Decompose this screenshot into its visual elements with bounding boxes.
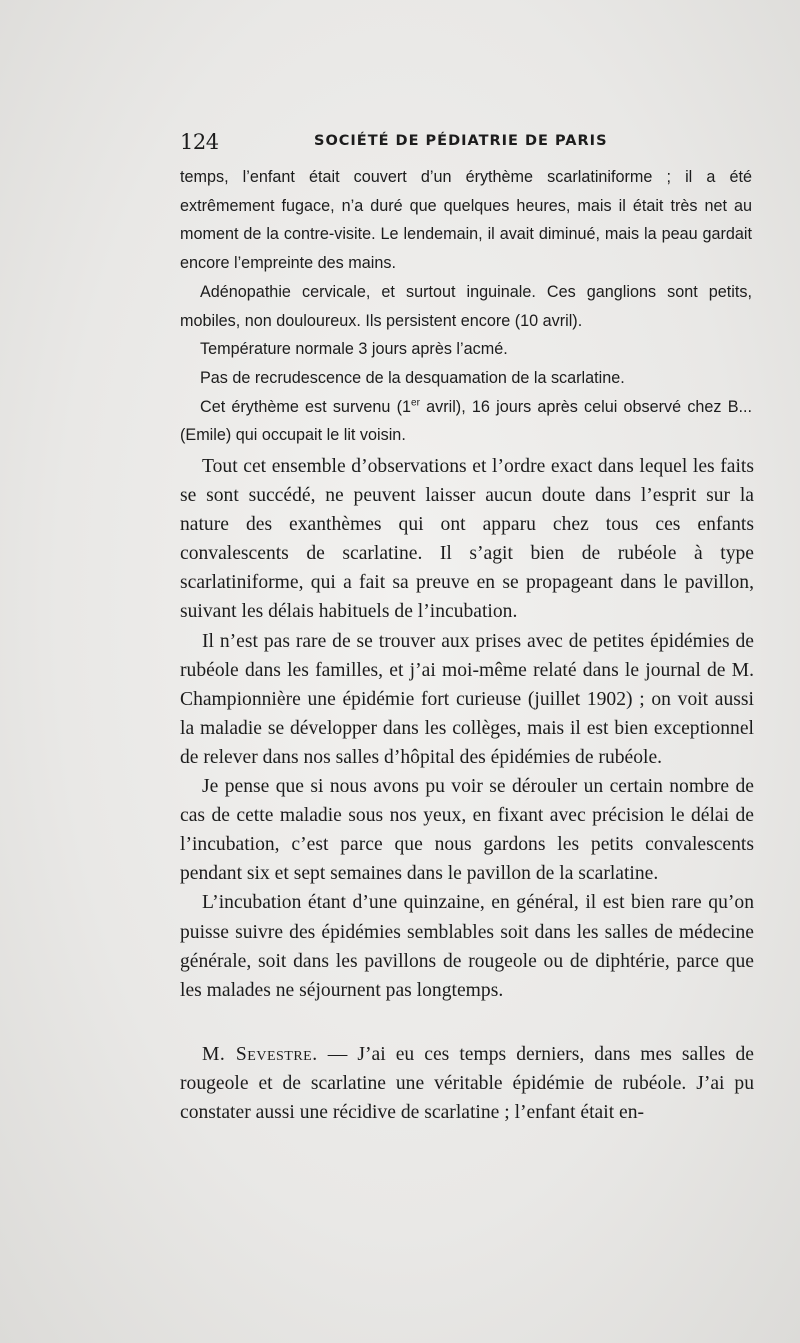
observation-paragraph: temps, l’enfant était couvert d’un érythème scarlatiniforme ; il a été extrêmement fugace, n’a duré que quelques heures, mais il était très net au moment de la contre-visite. Le lendemain, il avait diminué, mais la peau gardait encore l’empreinte des mains. xyxy=(180,168,752,273)
reply-body: — J’ai eu ces temps derniers, dans mes salles de rougeole et de scarlatine une véritable épidémie de rubéole. J’ai pu constater aussi une récidive de scarlatine ; l’enfant était en- xyxy=(180,1044,754,1124)
observation-text xyxy=(180,163,752,450)
reply-paragraph xyxy=(180,1040,754,1127)
page-number: 124 xyxy=(180,130,219,154)
page-header xyxy=(180,130,760,158)
observation-paragraph: Température normale 3 jours après l’acmé. xyxy=(200,340,508,359)
running-title: SOCIÉTÉ DE PÉDIATRIE DE PARIS xyxy=(314,133,608,149)
discussion-paragraph: Je pense que si nous avons pu voir se dérouler un certain nombre de cas de cette maladie sous nos yeux, en fixant avec précision le délai de l’incubation, c’est parce que nous gardons les petits convalescents pendant six et sept semaines dans le pavillon de la scarlatine. xyxy=(180,776,754,885)
observation-text-run: Cet érythème est survenu (1 xyxy=(200,397,412,416)
discussion-paragraph: Il n’est pas rare de se trouver aux prises avec de petites épidémies de rubéole dans les familles, et j’ai moi-même relaté dans le journal de M. Championnière une épidémie fort curieuse (juillet 1902) ; on voit aussi la maladie se développer dans les collèges, mais il est bien exceptionnel de relever dans nos salles d’hôpital des épidémies de rubéole. xyxy=(180,630,754,768)
reply-text xyxy=(180,1040,754,1127)
superscript: er xyxy=(411,397,420,409)
discussion-paragraph: Tout cet ensemble d’observations et l’ordre exact dans lequel les faits se sont succédé, ne peuvent laisser aucun doute dans l’esprit sur la nature des exanthèmes qui ont apparu chez tous ces enfants convalescents de scarlatine. Il s’agit bien de rubéole à type scarlatiniforme, qui a fait sa preuve en se propageant dans le pavillon, suivant les délais habituels de l’incubation. xyxy=(180,456,754,623)
observation-text-run: avril), 16 jours après celui observé chez B... (Emile) qui occupait le lit voisin. xyxy=(180,397,753,445)
observation-paragraph: Adénopathie cervicale, et surtout inguinale. Ces ganglions sont petits, mobiles, non douloureux. Ils persistent encore (10 avril). xyxy=(180,282,752,330)
observation-paragraph: Pas de recrudescence de la desquamation de la scarlatine. xyxy=(200,368,625,387)
discussion-text xyxy=(180,452,754,1005)
observation-paragraph xyxy=(180,393,752,450)
speaker-name: M. Sevestre. xyxy=(202,1044,318,1065)
discussion-paragraph: L’incubation étant d’une quinzaine, en général, il est bien rare qu’on puisse suivre des épidémies semblables soit dans les salles de médecine générale, soit dans les pavillons de rougeole ou de diphtérie, parce que les malades ne séjournent pas longtemps. xyxy=(180,892,754,1001)
